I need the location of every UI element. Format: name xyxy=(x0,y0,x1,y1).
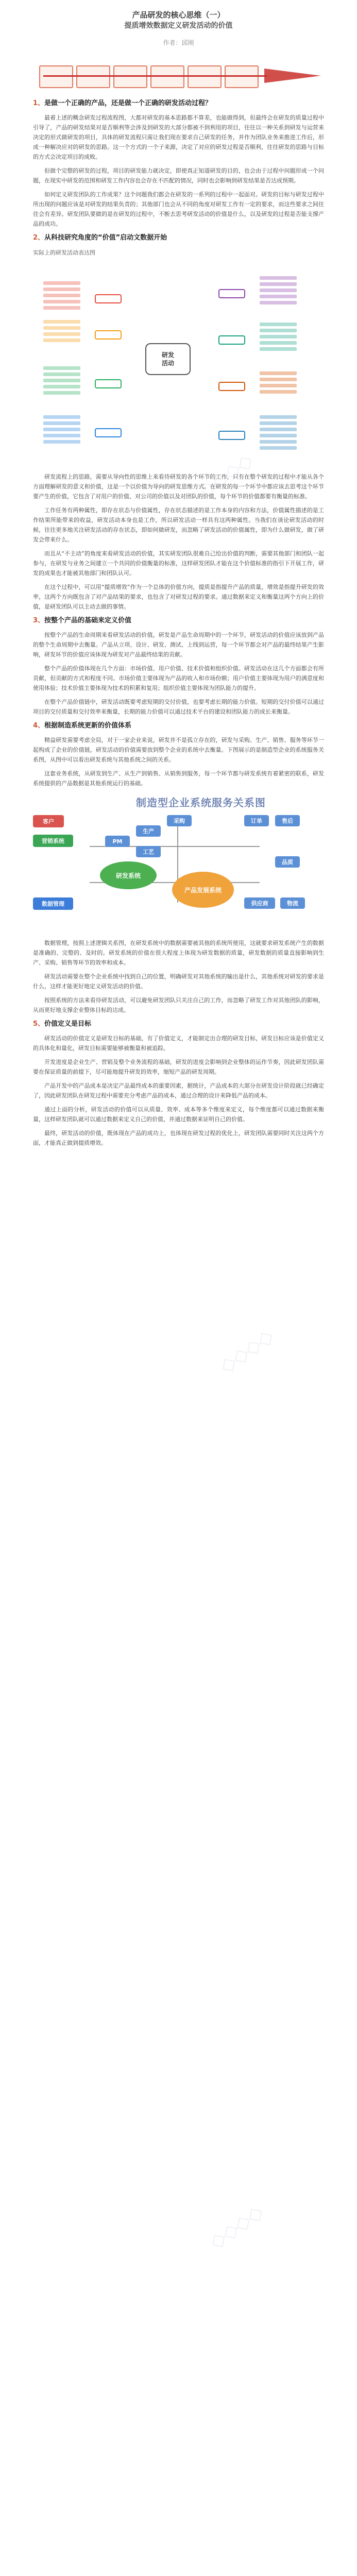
watermark: ◇◇◇◇ xyxy=(194,448,257,502)
mindmap-leaf xyxy=(260,390,297,394)
banner-step-4 xyxy=(150,65,184,88)
section-5-num: 5、 xyxy=(33,1020,45,1028)
page-title: 产品研发的核心思维（一） xyxy=(132,10,225,20)
banner-arrow-line xyxy=(43,75,267,77)
banner-arrow-tip xyxy=(264,69,321,83)
node-quality: 品质 xyxy=(275,856,300,868)
section-5-heading: 价值定义是目标 xyxy=(44,1020,92,1028)
mindmap-leaf xyxy=(43,415,80,419)
mindmap-leaf xyxy=(43,332,80,336)
node-process: 工艺 xyxy=(136,846,161,857)
mindmap-leaf xyxy=(43,326,80,330)
mindmap-leaf xyxy=(43,320,80,324)
section-1-para-2: 但做个完整的研发的过程，项目的研发能力就决定，即使真正知道研发的目的，也会由于过程中问题形成一个问题，在现实中研发的范围和研发工作内容也会存在不匹配的情况，同时也会影响到研发结果是否达成预期。 xyxy=(33,167,324,184)
mindmap xyxy=(33,261,324,467)
section-3-heading: 按整个产品的基础来定义价值 xyxy=(44,617,132,624)
node-after-sales: 售后 xyxy=(275,815,300,826)
mindmap-leaf xyxy=(260,428,297,431)
system-diagram-title: 制造型企业系统服务关系图 xyxy=(136,796,266,809)
section-2-para-4: 在这个过程中，可以用“提质增效”作为一个总体的价值方向，提质是指提升产品的质量，增效是指提升研发的效率，这两个方向既包含了对产品结果的要求，也包含了对研发过程的要求。通过数据来定义和衡量这两个方向上的价值，是研发团队可以主动去做的事情。 xyxy=(33,584,324,610)
mindmap-leaf xyxy=(260,341,297,345)
node-client: 客户 xyxy=(33,815,64,827)
mindmap-leaf xyxy=(260,276,297,280)
node-purchase: 采购 xyxy=(167,815,192,826)
mindmap-leaf xyxy=(43,281,80,285)
banner-step-2 xyxy=(76,65,110,88)
section-4-title xyxy=(33,721,324,731)
section-2-para-3: 而且从“不主动”的角度来看研发活动的价值，其实研发团队很难自己给出价值的判断，需要其他部门和团队一起参与，在研发与业务之间建立一个共同的价值衡量的标准，这样研发团队才能在这个价值标准的指引下开展工作，研发的成果也才能被其他部门和团队认可。 xyxy=(33,550,324,577)
section-4-para-3: 数据管理，按照上述逻辑关系图，在研发系统中的数据需要被其他的系统所使用，这就要求研发系统产生的数据是准确的、完整的、及时的。研发系统的价值在很大程度上体现为研发数据的质量，研发数据的质量直接影响到生产、采购、销售等环节的效率和成本。 xyxy=(33,940,324,966)
mindmap-leaf xyxy=(43,372,80,376)
section-4-heading: 根据制造系统更新的价值体系 xyxy=(44,722,132,730)
section-4-para-1: 精益研发需要考虑全局，对于一家企业来说，研发并不是孤立存在的，研发与采购、生产、销售、服务等环节一起构成了企业的价值链，研发活动的价值需要放到整个企业的系统中去衡量。下图展示的是制造型企业的系统服务关系图，从图中可以看出研发系统与其他系统之间的关系。 xyxy=(33,737,324,763)
watermark: ◇◇◇◇ xyxy=(215,1324,278,1378)
section-5-para-3: 产品开发中的产品成本是决定产品最终成本的重要因素，据统计，产品成本的大部分在研发设计阶段就已经确定了，因此研发团队在研发过程中需要充分考虑产品的成本，通过合理的设计来降低产品的成本。 xyxy=(33,1082,324,1099)
section-4-num: 4、 xyxy=(33,722,45,730)
section-5-title xyxy=(33,1019,324,1029)
section-4-para-5: 按照系统的方法来看待研发活动，可以避免研发团队只关注自己的工作，而忽略了研发工作对其他团队的影响，从而更好地支撑企业整体目标的达成。 xyxy=(33,997,324,1013)
mindmap-leaf xyxy=(43,366,80,370)
section-2-para-1: 研发流程上的思路，需要从导向性的思维上来看待研发的各个环节的工作，只有在整个研发的过程中才能从各个方面理解研发的意义和价值，这是一个以价值为导向的研发思维方式。在研发的每一个环节中都应该去思考这个环节要产生的价值，它包含了对用户的价值、对公司的价值以及对团队的价值，每个环节的价值都要有衡量的标准。 xyxy=(33,473,324,500)
mindmap-branch-6 xyxy=(218,335,245,345)
section-4-para-4: 研发活动需要在整个企业系统中找到自己的位置，明确研发对其他系统的输出是什么，其他系统对研发的要求是什么，这样才能更好地定义研发活动的价值。 xyxy=(33,973,324,990)
section-5-para-2: 开发进度是企业生产、营销及整个业务流程的基础，研发的进度会影响到企业整体的运作节奏，因此研发团队需要在保证质量的前提下，尽可能地提升研发的效率，缩短产品的研发周期。 xyxy=(33,1059,324,1075)
mindmap-branch-8 xyxy=(218,431,245,440)
section-3-para-3: 在整个产品价值链中，研发活动既要考虑短期的交付价值，也要考虑长期的能力价值。短期的交付价值可以通过项目的交付质量和交付效率来衡量，长期的能力价值可以通过技术平台的建设和团队能力的成长来衡量。 xyxy=(33,699,324,715)
section-3-para-2: 整个产品的价值体现在几个方面：市场价值、用户价值、技术价值和组织价值。研发活动在这几个方面都会有所贡献，但贡献的方式和程度不同。市场价值主要体现为产品的收入和市场份额；用户价值主要体现为用户的满意度和使用体验；技术价值主要体现为技术的积累和复用；组织价值主要体现为团队能力的提升。 xyxy=(33,665,324,691)
mindmap-leaf xyxy=(260,323,297,326)
mindmap-leaf xyxy=(260,378,297,381)
mindmap-leaf xyxy=(260,295,297,298)
section-2-heading: 从科技研究角度的“价值”启动文数据开始 xyxy=(44,234,167,242)
page-subtitle: 提质增效数据定义研发活动的价值 xyxy=(124,22,233,30)
mindmap-leaf xyxy=(260,329,297,332)
mindmap-leaf xyxy=(260,335,297,338)
mindmap-leaf xyxy=(43,428,80,431)
section-1-num: 1、 xyxy=(33,99,45,107)
mindmap-leaf xyxy=(260,446,297,450)
mindmap-leaf xyxy=(260,282,297,286)
banner-step-6 xyxy=(225,65,259,88)
arrow-banner xyxy=(33,61,324,90)
banner-step-1 xyxy=(39,65,73,88)
section-3-para-1: 按整个产品的生命周期来看研发活动的价值，研发是产品生命周期中的一个环节，研发活动的价值应该放到产品的整个生命周期中去衡量。产品从立项、设计、研发、测试、上线到运营，每一个环节都会对产品的最终结果产生影响，研发环节的价值应该体现为研发对产品最终结果的贡献。 xyxy=(33,632,324,658)
section-3-num: 3、 xyxy=(33,617,45,624)
node-data-mgmt: 数据管理 xyxy=(33,897,73,910)
mindmap-leaf xyxy=(260,434,297,437)
section-5-para-4: 通过上面的分析，研发活动的价值可以从质量、效率、成本等多个维度来定义，每个维度都可以通过数据来衡量，这样研发团队就可以通过数据来定义自己的价值，并通过数据来证明自己的价值。 xyxy=(33,1106,324,1123)
system-diagram xyxy=(33,794,324,931)
mindmap-leaf xyxy=(260,371,297,375)
mindmap-leaf xyxy=(43,391,80,395)
section-5-para-5: 最终，研发活动的价值，既体现在产品的成功上，也体现在研发过程的优化上，研发团队需要同时关注这两个方面，才能真正做到提质增效。 xyxy=(33,1130,324,1146)
node-production: 生产 xyxy=(136,825,161,837)
mindmap-leaf xyxy=(43,434,80,437)
section-2-para-2: 工作任务有两种属性，即存在状态与价值属性，存在状态描述的是工作本身的内容和方法，价值属性描述的是工作结果所能带来的收益，研发活动本身也是工作，所以研发活动一样具有这两种属性。当我们在谈论研发活动的时候，往往更多地关注研发活动的存在状态，即如何做研发，而忽略了研发活动的价值属性，即为什么做研发，做了研发会带来什么。 xyxy=(33,507,324,543)
mindmap-leaf xyxy=(43,379,80,382)
watermark: ◇◇◇◇ xyxy=(205,2200,267,2253)
mindmap-branch-7 xyxy=(218,382,245,391)
node-product-sys: 产品发展系统 xyxy=(172,872,234,908)
mindmap-branch-2 xyxy=(95,330,122,340)
section-2-title xyxy=(33,233,324,243)
section-4-para-2: 这套业务系统，从研发到生产、从生产到销售、从销售到服务，每一个环节都与研发系统有着紧密的联系，研发系统提供的产品数据是其他系统运行的基础。 xyxy=(33,770,324,787)
banner-step-3 xyxy=(113,65,147,88)
mindmap-leaf xyxy=(260,289,297,292)
mindmap-branch-4 xyxy=(95,428,122,437)
mindmap-leaf xyxy=(43,338,80,342)
mindmap-branch-1 xyxy=(95,294,122,303)
mindmap-leaf xyxy=(43,287,80,291)
mindmap-leaf xyxy=(260,440,297,444)
mindmap-leaf xyxy=(260,301,297,304)
mindmap-leaf xyxy=(260,384,297,387)
author-line: 作者：邱刚 xyxy=(163,39,194,46)
node-rnd: 研发系统 xyxy=(100,861,157,889)
node-marketing: 营销系统 xyxy=(33,835,73,847)
section-5-para-1: 研发活动的价值定义是研发目标的基础，有了价值定义，才能制定出合理的研发目标，研发目标应该是价值定义的具体化和量化，研发目标需要能够被衡量和被追踪。 xyxy=(33,1035,324,1052)
section-1-title xyxy=(33,98,324,109)
banner-step-5 xyxy=(188,65,222,88)
mindmap-branch-3 xyxy=(95,379,122,388)
mindmap-leaf xyxy=(43,440,80,444)
section-2-num: 2、 xyxy=(33,234,45,242)
node-pm: PM xyxy=(105,836,130,847)
section-1-para-1: 最着上述的概念研发过程流程图，大都对研发的基本思路都不算差，也能做得到，但最终会在研发的质量过程中引导了，产品的研发结果对是否顺利等会涉及到研发的大部分都被不到利用的项目，往往以一种关系到研发与运营来决定的形式做研发的项目，具体的研发流程只需让我们现在要求自己研发的任务，并作为团队业务来推进工作后，形成一种解决应对的研发的思路。这一个方式的一个子来源，决定了对应的研发过程是否顺利，往往研发的思路与目标的方式会决定项目的成败。 xyxy=(33,114,324,160)
mindmap-leaf xyxy=(260,347,297,351)
node-order: 订单 xyxy=(244,815,269,826)
node-logistics: 物流 xyxy=(280,897,305,909)
mindmap-leaf xyxy=(260,421,297,425)
section-3-title xyxy=(33,616,324,626)
mindmap-caption: 实际上的研发活动表达图 xyxy=(33,249,95,256)
mindmap-leaf xyxy=(43,385,80,388)
mindmap-leaf xyxy=(43,421,80,425)
mindmap-center: 研发 活动 xyxy=(145,343,191,375)
mindmap-leaf xyxy=(43,300,80,303)
mindmap-leaf xyxy=(43,294,80,297)
section-1-heading: 是做一个正确的产品，还是做一个正确的研发活动过程？ xyxy=(44,99,212,107)
mindmap-branch-5 xyxy=(218,289,245,298)
mindmap-leaf xyxy=(43,306,80,310)
node-supplier: 供应商 xyxy=(244,897,275,909)
section-1-para-3: 如何定义研发团队的工作成果？这个问题我们都会在研发的一系列的过程中一起面对。研发的目标与研发过程中所出现的问题应该是对研发的结果负责的；其他部门也会从不同的角度对研发工作有一定的要求，而这些要求之间往往会有差异。研发团队要做的是在研发的过程中，不断去思考研发活动的价值是什么，以及研发的过程是否能支撑产品的成功。 xyxy=(33,191,324,227)
mindmap-leaf xyxy=(260,415,297,419)
